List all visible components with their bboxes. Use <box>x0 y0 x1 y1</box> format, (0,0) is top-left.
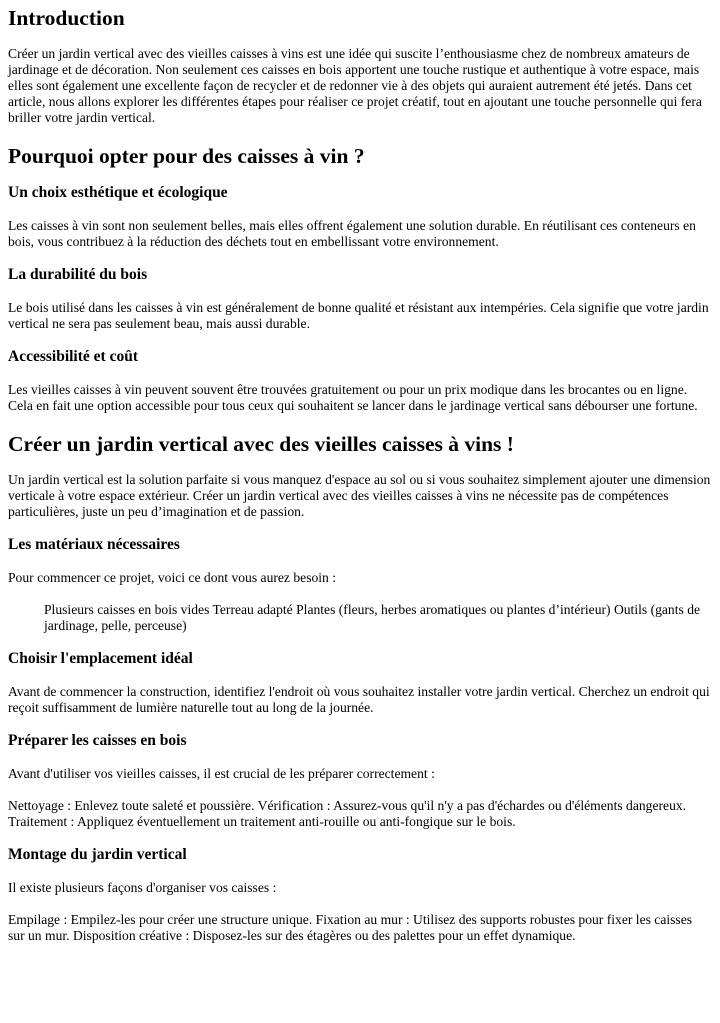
section-text-cost: Les vieilles caisses à vin peuvent souvent être trouvées gratuitement ou pour un prix modique dans les brocantes ou en ligne. Cela en fait une option accessible pour tous ceux qui souhaitent se lancer dans le jardinage vertical sans débourser une fortune. <box>8 382 698 413</box>
materials-list: Plusieurs caisses en bois vides Terreau adapté Plantes (fleurs, herbes aromatiques ou plantes d’intérieur) Outils (gants de jardinage, pelle, perceuse) <box>44 602 701 633</box>
materials-heading: Les matériaux nécessaires <box>8 536 180 553</box>
section-text-aesthetic: Les caisses à vin sont non seulement belles, mais elles offrent également une solution durable. En réutilisant ces conteneurs en bois, vous contribuez à la réduction des déchets tout en embellissant votre environnement. <box>8 218 696 249</box>
create-heading: Créer un jardin vertical avec des vieilles caisses à vins ! <box>8 432 514 456</box>
prepare-intro: Avant d'utiliser vos vieilles caisses, il est crucial de les préparer correctement : <box>8 766 435 781</box>
why-heading: Pourquoi opter pour des caisses à vin ? <box>8 144 365 168</box>
intro-heading: Introduction <box>8 6 125 30</box>
location-heading: Choisir l'emplacement idéal <box>8 650 193 667</box>
create-paragraph: Un jardin vertical est la solution parfaite si vous manquez d'espace au sol ou si vous souhaitez simplement ajouter une dimension verticale à votre espace extérieur. Créer un jardin vertical avec des vieilles caisses à vins ne nécessite pas de compétences particulières, juste un peu d’imagination et de passion. <box>8 472 711 519</box>
assembly-intro: Il existe plusieurs façons d'organiser vos caisses : <box>8 880 277 895</box>
intro-paragraph: Créer un jardin vertical avec des vieilles caisses à vins est une idée qui suscite l’enthousiasme chez de nombreux amateurs de jardinage et de décoration. Non seulement ces caisses en bois apportent une touche rustique et authentique à votre espace, mais elles sont également une excellente façon de recycler et de redonner vie à des objets qui auraient autrement été jetés. Dans cet article, nous allons explorer les différentes étapes pour réaliser ce projet créatif, tout en ajoutant une touche personnelle qui fera briller votre jardin vertical. <box>8 46 702 125</box>
assembly-heading: Montage du jardin vertical <box>8 846 187 863</box>
section-heading-aesthetic: Un choix esthétique et écologique <box>8 184 228 201</box>
prepare-heading: Préparer les caisses en bois <box>8 732 187 749</box>
article <box>0 6 720 944</box>
assembly-options: Empilage : Empilez-les pour créer une structure unique. Fixation au mur : Utilisez des supports robustes pour fixer les caisses sur un mur. Disposition créative : Disposez-les sur des étagères ou des palettes pour un effet dynamique. <box>8 912 693 943</box>
section-text-durability: Le bois utilisé dans les caisses à vin est généralement de bonne qualité et résistant aux intempéries. Cela signifie que votre jardin vertical ne sera pas seulement beau, mais aussi durable. <box>8 300 709 331</box>
section-heading-durability: La durabilité du bois <box>8 266 148 283</box>
prepare-steps: Nettoyage : Enlevez toute saleté et poussière. Vérification : Assurez-vous qu'il n'y a pas d'échardes ou d'éléments dangereux. Traitement : Appliquez éventuellement un traitement anti-rouille ou anti-fongique sur le bois. <box>8 798 687 829</box>
section-heading-cost: Accessibilité et coût <box>8 348 138 365</box>
location-text: Avant de commencer la construction, identifiez l'endroit où vous souhaitez installer votre jardin vertical. Cherchez un endroit qui reçoit suffisamment de lumière naturelle tout au long de la journée. <box>8 684 710 715</box>
materials-intro: Pour commencer ce projet, voici ce dont vous aurez besoin : <box>8 570 337 585</box>
